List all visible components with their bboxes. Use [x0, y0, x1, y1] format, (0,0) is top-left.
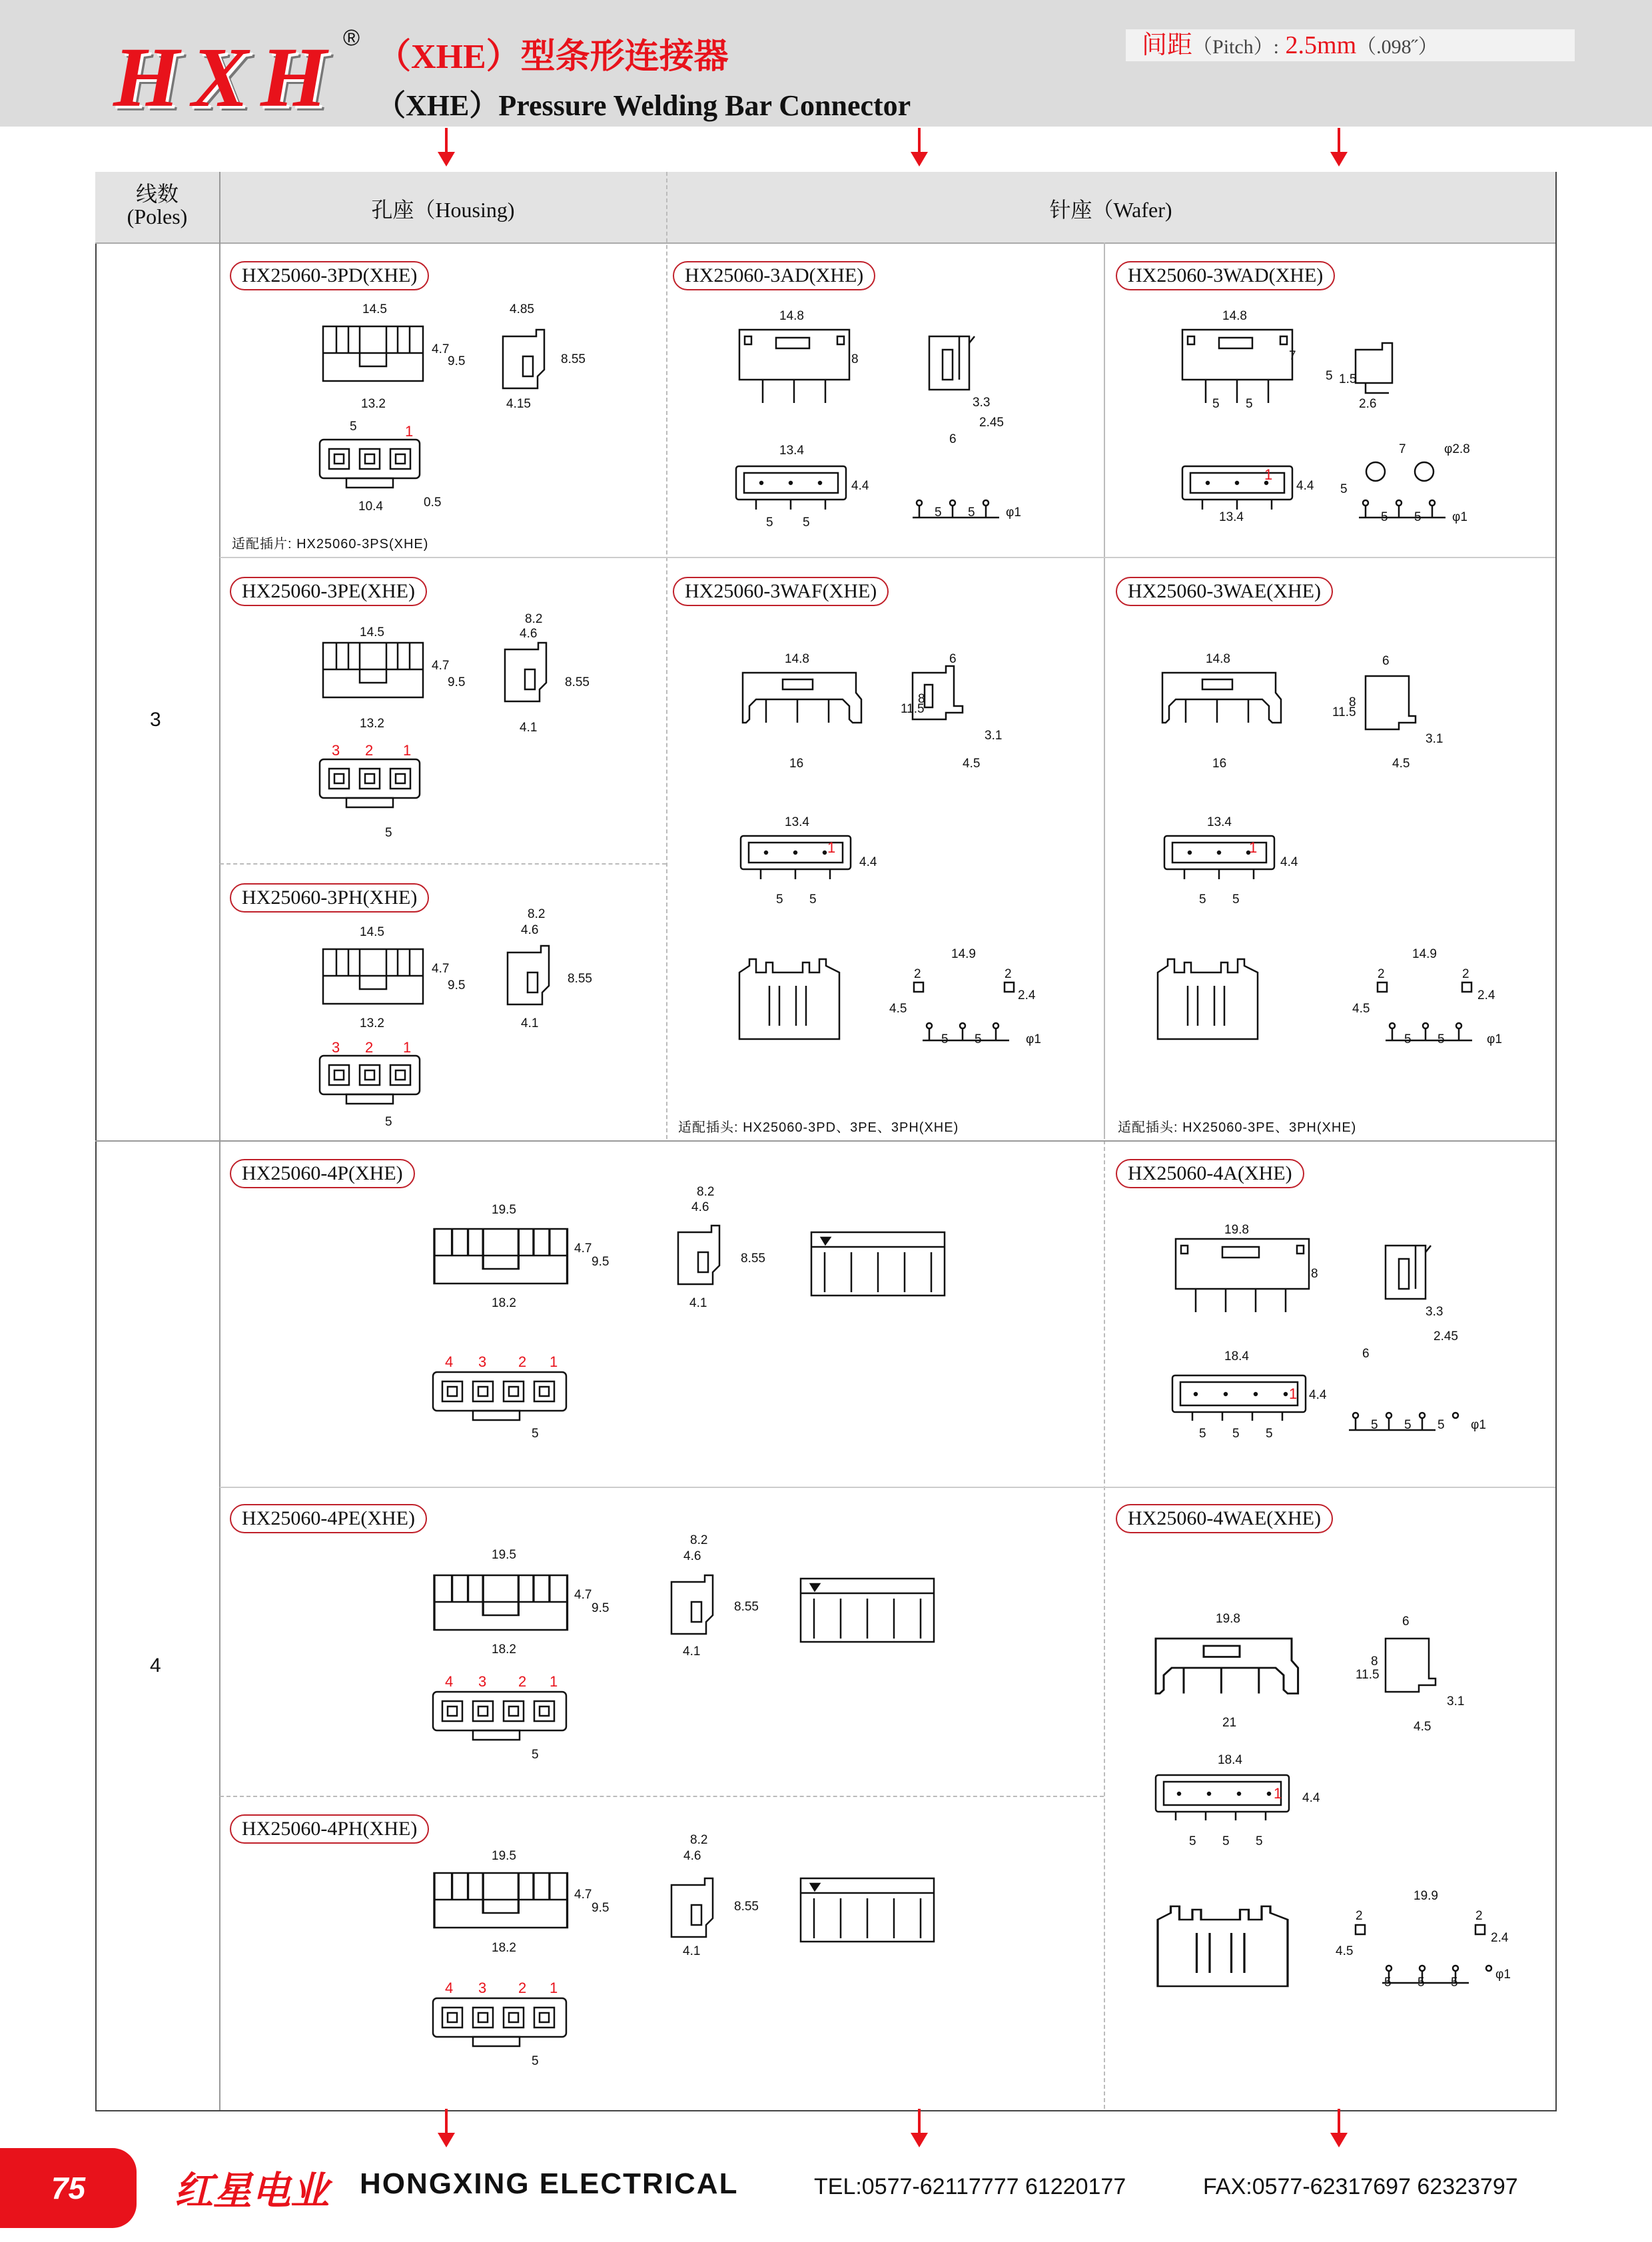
dim-3waf-p1: 5 — [776, 893, 783, 907]
dim-3wad-pitch2: 5 — [1414, 510, 1422, 524]
dim-3waf-pad-h: 2.4 — [1018, 988, 1036, 1002]
dim-3wad-peg-dia: φ2.8 — [1444, 442, 1470, 456]
dim-3wae-pad-r: 2 — [1462, 967, 1469, 981]
dim-3waf-h2: 8 — [918, 692, 925, 706]
drawing-4wae-side — [1386, 1639, 1436, 1692]
dim-3waf-p2: 5 — [809, 893, 817, 907]
dim-3pd-side-b: 4.15 — [506, 397, 531, 411]
drawing-4wae-pad-l — [1356, 1925, 1365, 1934]
drawing-4wae-front — [1156, 1639, 1298, 1694]
dim-3wae-h2: 8 — [1349, 695, 1356, 709]
dim-4ph-h2: 9.5 — [592, 1901, 610, 1915]
drawing-3pd-side — [503, 330, 544, 388]
drawing-3waf-pad-l — [914, 982, 923, 992]
dim-3wae-pitch1: 5 — [1404, 1032, 1412, 1046]
note-3wae: 适配插头: HX25060-3PE、3PH(XHE) — [1118, 1120, 1357, 1135]
dim-4ph-side-w: 8.2 — [690, 1833, 708, 1847]
dim-4wae-p2: 5 — [1222, 1834, 1230, 1848]
dim-3wad-side-b: 1.5 — [1339, 372, 1357, 386]
dim-4a-pitch3: 5 — [1438, 1418, 1445, 1432]
dim-3ph-width: 14.5 — [360, 925, 384, 939]
drawing-3waf-pad-r — [1005, 982, 1014, 992]
dim-3wae-span: 14.9 — [1412, 947, 1437, 961]
drawing-3ad-top — [736, 466, 846, 510]
dim-3pd-bottom: 10.4 — [358, 500, 383, 514]
drawing-3wae-front — [1162, 673, 1281, 723]
dim-3ad-off: 2.45 — [979, 416, 1004, 430]
model-3waf: HX25060-3WAF(XHE) — [673, 577, 889, 606]
title-chinese: （XHE）型条形连接器 — [376, 38, 729, 76]
pin-4ph-2: 2 — [518, 1980, 527, 1996]
dim-4a-top-h: 4.4 — [1309, 1388, 1327, 1402]
dim-4a-depth: 6 — [1362, 1347, 1370, 1361]
drawing-4wae-pad-r — [1475, 1925, 1485, 1934]
dim-3waf-h1: 11.5 — [901, 702, 925, 716]
drawing-3waf-pins — [923, 1023, 1009, 1040]
dim-4wae-pad-l: 2 — [1356, 1909, 1363, 1923]
note-3pd: 适配插片: HX25060-3PS(XHE) — [232, 537, 429, 552]
dim-4ph-inner: 18.2 — [492, 1941, 516, 1955]
drawing-3ph-top — [320, 1056, 420, 1104]
dim-3pe-h2: 9.5 — [448, 675, 466, 689]
dim-3waf-width: 14.8 — [785, 652, 809, 666]
dim-4pe-h1: 4.7 — [574, 1588, 592, 1602]
hxh-logo: HXH — [113, 30, 339, 125]
arrow-bottom-3 — [1338, 2109, 1340, 2135]
pin-3waf-1: 1 — [827, 839, 836, 856]
dim-3pe-side-b: 4.1 — [520, 721, 538, 735]
dim-3ad-pitch1: 5 — [935, 506, 942, 520]
dim-3wae-top-w: 13.4 — [1207, 815, 1232, 829]
poles-header-cn: 线数 — [135, 182, 179, 206]
dim-4wae-pad-r: 2 — [1475, 1909, 1483, 1923]
dim-3ad-top-w: 13.4 — [779, 444, 804, 458]
dim-3pe-pitch: 5 — [385, 826, 392, 840]
pin-4ph-4: 4 — [445, 1980, 454, 1996]
drawing-4pe-top — [433, 1692, 566, 1740]
dim-3wae-depth: 6 — [1382, 654, 1390, 668]
pin-3wad-1: 1 — [1264, 466, 1273, 483]
dim-4p-pitch: 5 — [532, 1427, 539, 1441]
pin-3pe-3: 3 — [332, 742, 340, 759]
drawing-4ph-plug — [801, 1878, 934, 1942]
drawing-4a-side — [1386, 1246, 1431, 1299]
drawing-4ph-front — [434, 1873, 568, 1928]
drawing-4wae-top — [1156, 1775, 1289, 1820]
pin-4pe-4: 4 — [445, 1673, 454, 1690]
drawing-3pe-side — [505, 643, 546, 701]
drawing-4pe-front — [434, 1575, 568, 1630]
dim-3ad-pin: 3.3 — [973, 396, 991, 410]
model-4ph: HX25060-4PH(XHE) — [230, 1814, 429, 1844]
dim-3wae-base: 16 — [1212, 757, 1227, 771]
dim-3wad-p2: 5 — [1246, 397, 1253, 411]
drawing-4p-side — [678, 1226, 719, 1284]
drawing-4p-plug — [811, 1232, 945, 1296]
brand-english: HONGXING ELECTRICAL — [360, 2167, 739, 2200]
dim-4wae-pad-h: 2.4 — [1491, 1931, 1509, 1945]
dim-4a-p2: 5 — [1232, 1427, 1240, 1441]
dim-3wad-top-w: 13.4 — [1219, 510, 1244, 524]
dim-4wae-width: 19.8 — [1216, 1612, 1240, 1626]
dim-3ad-pitch2: 5 — [968, 506, 975, 520]
dim-3ad-width: 14.8 — [779, 309, 804, 323]
pin-4pe-3: 3 — [478, 1673, 487, 1690]
drawing-3pe-front — [323, 643, 423, 697]
poles-header-en: (Poles) — [127, 204, 188, 228]
dim-4a-h: 8 — [1311, 1267, 1318, 1281]
pin-4pe-1: 1 — [550, 1673, 558, 1690]
model-4p: HX25060-4P(XHE) — [230, 1159, 415, 1188]
dim-3wad-top-h: 4.4 — [1296, 479, 1314, 493]
dim-4wae-depth: 6 — [1402, 1615, 1410, 1629]
pin-4p-1: 1 — [550, 1353, 558, 1370]
poles-4: 4 — [150, 1655, 161, 1677]
dim-3waf-pitch1: 5 — [941, 1032, 949, 1046]
drawing-3pd-top — [320, 440, 420, 488]
drawing-4pe-side — [671, 1575, 713, 1634]
drawing-4a-top — [1172, 1375, 1306, 1421]
dim-4wae-pin: 3.1 — [1447, 1694, 1465, 1708]
dim-4ph-side-b: 4.1 — [683, 1944, 701, 1958]
dim-3pe-side-w2: 4.6 — [520, 627, 538, 641]
drawing-3wad-peg-1 — [1366, 462, 1385, 481]
page-number: 75 — [0, 2148, 137, 2228]
drawing-4wae-lock — [1158, 1906, 1288, 1986]
model-4wae: HX25060-4WAE(XHE) — [1116, 1504, 1333, 1533]
dim-3pe-side-w: 8.2 — [525, 612, 543, 626]
dim-3wad-hole: φ1 — [1452, 510, 1467, 524]
drawing-3wae-pins — [1386, 1023, 1472, 1040]
dim-3wad-peg-off: 5 — [1340, 482, 1348, 496]
dim-4a-pitch1: 5 — [1371, 1418, 1378, 1432]
dim-3pd-h2: 9.5 — [448, 354, 466, 368]
model-3pd: HX25060-3PD(XHE) — [230, 261, 429, 290]
arrow-bottom-2 — [918, 2109, 921, 2135]
dim-4pe-side-b: 4.1 — [683, 1645, 701, 1659]
dim-4wae-pitch2: 5 — [1418, 1976, 1425, 1990]
dim-3ph-h2: 9.5 — [448, 978, 466, 992]
dim-3wad-h: 7 — [1289, 349, 1296, 363]
dim-3pd-pitch: 5 — [350, 420, 357, 434]
dim-3wad-width: 14.8 — [1222, 309, 1247, 323]
dim-4a-off: 2.45 — [1434, 1329, 1458, 1343]
dim-4pe-h2: 9.5 — [592, 1601, 610, 1615]
dim-4a-p1: 5 — [1199, 1427, 1206, 1441]
dim-4p-h1: 4.7 — [574, 1242, 592, 1256]
dim-4a-pitch2: 5 — [1404, 1418, 1412, 1432]
model-3pe: HX25060-3PE(XHE) — [230, 577, 427, 606]
dim-4pe-pitch: 5 — [532, 1748, 539, 1762]
dim-3ad-p2: 5 — [803, 516, 810, 530]
drawing-3wad-pins — [1359, 500, 1446, 518]
model-3ph: HX25060-3PH(XHE) — [230, 883, 429, 913]
dim-3wae-hole: φ1 — [1487, 1032, 1502, 1046]
contact-fax: FAX:0577-62317697 62323797 — [1203, 2174, 1518, 2199]
dim-3pd-gap: 0.5 — [424, 496, 442, 510]
dim-3waf-off: 4.5 — [963, 757, 981, 771]
dim-3waf-base: 16 — [789, 757, 804, 771]
dim-3waf-top-w: 13.4 — [785, 815, 809, 829]
dim-3ph-pitch: 5 — [385, 1115, 392, 1129]
drawing-4p-front — [434, 1229, 568, 1284]
dim-4p-side-h: 8.55 — [741, 1252, 765, 1266]
dim-3pe-inner: 13.2 — [360, 717, 384, 731]
dim-4wae-off: 4.5 — [1414, 1720, 1432, 1734]
dim-4wae-base: 21 — [1222, 1716, 1237, 1730]
dim-3waf-pad-l: 2 — [914, 967, 921, 981]
drawing-3ph-side — [508, 946, 549, 1004]
dim-4a-width: 19.8 — [1224, 1223, 1249, 1237]
dim-3pe-width: 14.5 — [360, 625, 384, 639]
dim-3ph-side-h: 8.55 — [568, 972, 592, 986]
dim-4wae-p1: 5 — [1189, 1834, 1196, 1848]
dim-3wae-width: 14.8 — [1206, 652, 1230, 666]
pin-3pe-1: 1 — [403, 742, 412, 759]
pin-4pe-2: 2 — [518, 1673, 527, 1690]
dim-4a-top-w: 18.4 — [1224, 1349, 1249, 1363]
dim-4pe-inner: 18.2 — [492, 1643, 516, 1657]
pitch-value: 2.5mm — [1285, 31, 1357, 59]
drawing-3wad-side — [1356, 343, 1392, 393]
dim-3wae-pad-l: 2 — [1378, 967, 1385, 981]
dim-4pe-side-w: 8.2 — [690, 1533, 708, 1547]
dim-3waf-off2: 4.5 — [889, 1002, 907, 1016]
note-3waf: 适配插头: HX25060-3PD、3PE、3PH(XHE) — [678, 1120, 959, 1135]
drawing-3pd-front — [323, 326, 423, 381]
pitch-inch: （.098˝） — [1356, 36, 1438, 58]
poles-3: 3 — [150, 709, 161, 731]
dim-3wad-side-a: 5 — [1326, 369, 1333, 383]
pin-3pe-2: 2 — [365, 742, 374, 759]
dim-3wad-peg-dist: 7 — [1399, 442, 1406, 456]
dim-3ad-h: 8 — [851, 352, 859, 366]
drawing-3wad-front — [1182, 330, 1292, 403]
drawing-3wae-top — [1164, 836, 1274, 879]
dim-4ph-width: 19.5 — [492, 1849, 516, 1863]
pin-4p-4: 4 — [445, 1353, 454, 1370]
pin-4a-1: 1 — [1289, 1385, 1298, 1402]
dim-3wae-off: 4.5 — [1392, 757, 1410, 771]
dim-3wae-pad-h: 2.4 — [1477, 988, 1495, 1002]
dim-4wae-pitch3: 5 — [1451, 1976, 1458, 1990]
dim-3wad-pitch1: 5 — [1381, 510, 1388, 524]
drawing-3wad-top — [1182, 466, 1292, 510]
drawing-4wae-pins — [1382, 1966, 1491, 1983]
dim-4ph-pitch: 5 — [532, 2054, 539, 2068]
dim-4ph-h1: 4.7 — [574, 1888, 592, 1902]
model-4pe: HX25060-4PE(XHE) — [230, 1504, 427, 1533]
pin-3ph-3: 3 — [332, 1039, 340, 1056]
dim-4wae-h1: 11.5 — [1356, 1668, 1380, 1682]
pitch-label-cn: 间距 — [1142, 31, 1193, 59]
dim-3ph-h1: 4.7 — [432, 962, 450, 976]
dim-3waf-pitch2: 5 — [975, 1032, 982, 1046]
dim-4p-side-w2: 4.6 — [691, 1200, 709, 1214]
dim-4p-h2: 9.5 — [592, 1255, 610, 1269]
drawing-3wae-side — [1366, 676, 1416, 729]
dim-4a-p3: 5 — [1266, 1427, 1273, 1441]
dim-3ph-side-w2: 4.6 — [521, 923, 539, 937]
pin-3wae-1: 1 — [1249, 839, 1258, 856]
drawing-3wad-peg-2 — [1415, 462, 1434, 481]
drawing-3ad-side — [929, 336, 975, 390]
dim-3pd-side-h: 8.55 — [561, 352, 586, 366]
dim-4a-pin: 3.3 — [1426, 1305, 1444, 1319]
dim-3wad-side-c: 2.6 — [1359, 397, 1377, 411]
dim-3ph-side-b: 4.1 — [521, 1016, 539, 1030]
dim-4pe-side-h: 8.55 — [734, 1600, 759, 1614]
housing-header: 孔座（Housing) — [371, 198, 515, 222]
drawing-3waf-front — [743, 673, 861, 723]
dim-4p-side-w: 8.2 — [697, 1185, 715, 1199]
model-4a: HX25060-4A(XHE) — [1116, 1159, 1304, 1188]
dim-4wae-top-w: 18.4 — [1218, 1753, 1242, 1767]
registered-mark: ® — [343, 25, 360, 51]
dim-4wae-h2: 8 — [1371, 1655, 1378, 1669]
drawing-3wae-pad-r — [1462, 982, 1471, 992]
dim-3pe-side-h: 8.55 — [565, 675, 590, 689]
dim-3ad-hole: φ1 — [1006, 506, 1021, 520]
pin-4ph-3: 3 — [478, 1980, 487, 1996]
model-3wad: HX25060-3WAD(XHE) — [1116, 261, 1335, 290]
pin-4wae-1: 1 — [1274, 1785, 1282, 1802]
dim-4wae-pitch1: 5 — [1384, 1976, 1392, 1990]
drawing-4a-front — [1176, 1239, 1309, 1312]
dim-3waf-top-h: 4.4 — [859, 855, 877, 869]
dim-4p-width: 19.5 — [492, 1203, 516, 1217]
drawing-4pe-plug — [801, 1579, 934, 1642]
drawing-3ad-pins — [913, 500, 999, 518]
dim-3waf-depth: 6 — [949, 652, 957, 666]
dim-3pd-side-w: 4.85 — [510, 302, 534, 316]
dim-3ad-top-h: 4.4 — [851, 479, 869, 493]
dim-3wad-p1: 5 — [1212, 397, 1220, 411]
drawing-3ph-front — [323, 949, 423, 1004]
dim-3waf-pin: 3.1 — [985, 729, 1003, 743]
dim-4a-hole: φ1 — [1471, 1418, 1486, 1432]
dim-3wae-pin: 3.1 — [1426, 732, 1444, 746]
dim-3waf-pad-r: 2 — [1005, 967, 1012, 981]
dim-3wae-p1: 5 — [1199, 893, 1206, 907]
dim-3ad-depth: 6 — [949, 432, 957, 446]
pin-4p-3: 3 — [478, 1353, 487, 1370]
dim-4wae-p3: 5 — [1256, 1834, 1263, 1848]
drawing-3ad-front — [739, 330, 849, 403]
dim-3pd-width: 14.5 — [362, 302, 387, 316]
drawing-3wae-pad-l — [1378, 982, 1387, 992]
drawing-3pe-top — [320, 759, 420, 807]
dim-3wae-h1: 11.5 — [1332, 705, 1356, 719]
dim-3waf-hole: φ1 — [1026, 1032, 1041, 1046]
arrow-bottom-1 — [445, 2109, 448, 2135]
dim-3ph-inner: 13.2 — [360, 1016, 384, 1030]
dim-4pe-width: 19.5 — [492, 1548, 516, 1562]
drawing-4p-top — [433, 1372, 566, 1420]
wafer-header: 针座（Wafer) — [1049, 198, 1172, 222]
drawing-4ph-top — [433, 1998, 566, 2046]
dim-4pe-side-w2: 4.6 — [683, 1549, 701, 1563]
pin-4ph-1: 1 — [550, 1980, 558, 1996]
drawing-4ph-side — [671, 1878, 713, 1937]
model-3wae: HX25060-3WAE(XHE) — [1116, 577, 1333, 606]
dim-4ph-side-h: 8.55 — [734, 1900, 759, 1914]
pin-4p-2: 2 — [518, 1353, 527, 1370]
pin-3ph-1: 1 — [403, 1039, 412, 1056]
dim-3pe-h1: 4.7 — [432, 659, 450, 673]
pin-3ph-2: 2 — [365, 1039, 374, 1056]
dim-4wae-off2: 4.5 — [1336, 1944, 1354, 1958]
dim-4wae-top-h: 4.4 — [1302, 1791, 1320, 1805]
pin-3pd-1: 1 — [405, 423, 414, 440]
dim-4wae-hole: φ1 — [1495, 1968, 1511, 1982]
drawing-3waf-lock — [739, 959, 839, 1039]
contact-tel: TEL:0577-62117777 61220177 — [814, 2174, 1126, 2199]
brand-chinese: 红星电业 — [175, 2169, 330, 2213]
dim-3wae-top-h: 4.4 — [1280, 855, 1298, 869]
dim-4wae-span: 19.9 — [1414, 1889, 1438, 1903]
dim-3ad-p1: 5 — [766, 516, 773, 530]
title-english: （XHE）Pressure Welding Bar Connector — [376, 89, 911, 122]
dim-3waf-span: 14.9 — [951, 947, 976, 961]
dim-3wae-off2: 4.5 — [1352, 1002, 1370, 1016]
dim-3ph-side-w: 8.2 — [528, 907, 546, 921]
dim-3wae-pitch2: 5 — [1438, 1032, 1445, 1046]
dim-3pd-h1: 4.7 — [432, 342, 450, 356]
dim-3pd-inner: 13.2 — [361, 397, 386, 411]
drawing-3wae-lock — [1158, 959, 1258, 1039]
dim-4p-side-b: 4.1 — [689, 1296, 707, 1310]
pitch-label-en: （Pitch）: — [1192, 36, 1280, 58]
model-3ad: HX25060-3AD(XHE) — [673, 261, 875, 290]
dim-4p-inner: 18.2 — [492, 1296, 516, 1310]
dim-4ph-side-w2: 4.6 — [683, 1849, 701, 1863]
dim-3wae-p2: 5 — [1232, 893, 1240, 907]
